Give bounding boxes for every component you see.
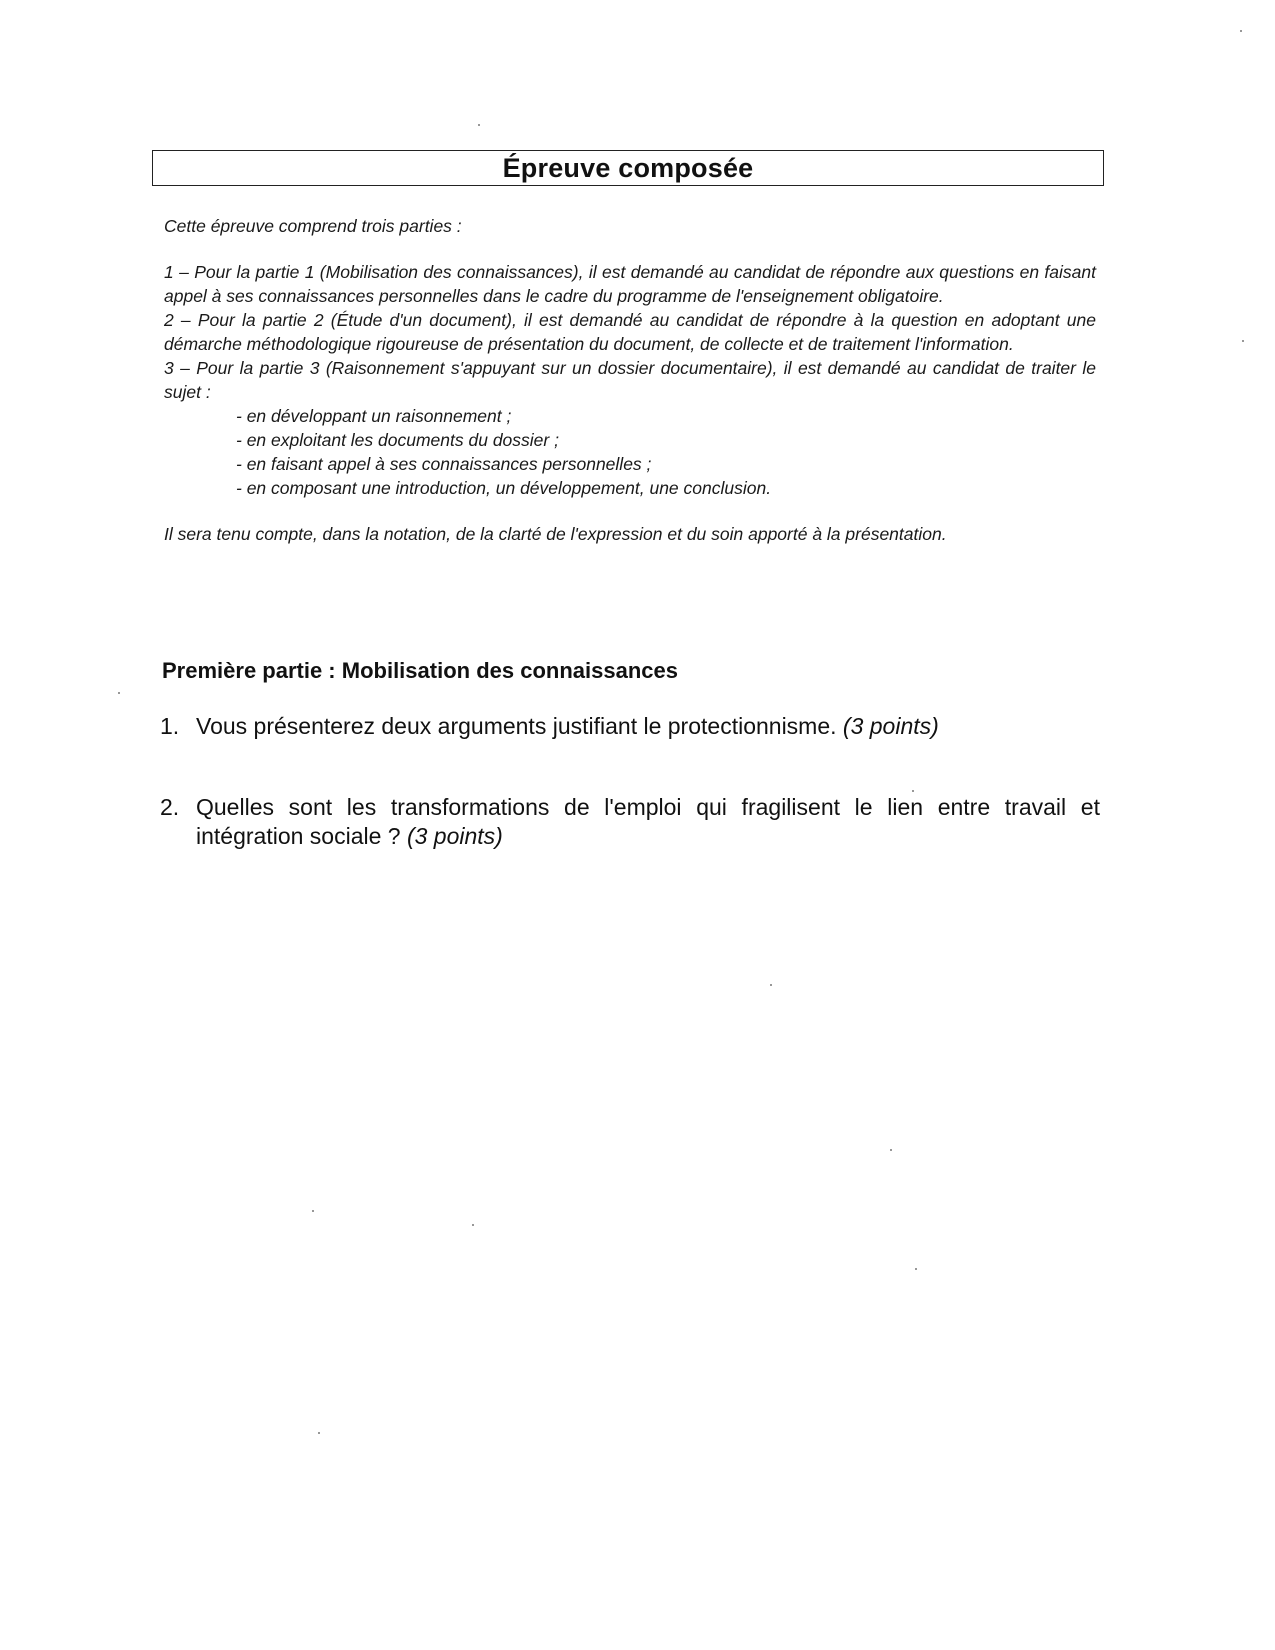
instructions-note: Il sera tenu compte, dans la notation, de la clarté de l'expression et du soin apporté à la présentation. — [164, 524, 947, 544]
instruction-part-3: 3 – Pour la partie 3 (Raisonnement s'appuyant sur un dossier documentaire), il est demandé au candidat de traiter le sujet : — [164, 358, 1096, 402]
instruction-bullet: - en composant une introduction, un développement, une conclusion. — [236, 478, 772, 498]
scan-speck — [1240, 30, 1242, 32]
scan-speck — [472, 1224, 474, 1226]
scan-speck — [770, 984, 772, 986]
question-text: Quelles sont les transformations de l'emploi qui fragilisent le lien entre travail et intégration sociale ? — [196, 794, 1100, 849]
question-text-wrapper — [196, 793, 1100, 851]
title-box — [152, 150, 1104, 186]
scan-speck — [912, 790, 914, 792]
question-item — [160, 712, 1100, 741]
instruction-bullet: - en exploitant les documents du dossier ; — [236, 430, 559, 450]
instruction-bullet-list — [164, 404, 1096, 500]
scan-speck — [118, 692, 120, 694]
question-number: 2. — [160, 794, 180, 820]
question-text: Vous présenterez deux arguments justifiant le protectionnisme. — [196, 713, 837, 739]
question-number: 1. — [160, 713, 180, 739]
page-title: Épreuve composée — [502, 153, 754, 183]
scan-speck — [478, 124, 480, 126]
scan-speck — [890, 1149, 892, 1151]
instruction-bullet: - en faisant appel à ses connaissances personnelles ; — [236, 454, 652, 474]
scan-speck — [312, 1210, 314, 1212]
question-points: (3 points) — [842, 713, 939, 739]
instruction-bullet: - en développant un raisonnement ; — [236, 406, 512, 426]
question-list — [160, 712, 1100, 851]
question-item — [160, 793, 1100, 851]
scan-speck — [915, 1268, 917, 1270]
section-title: Première partie : Mobilisation des connaissances — [162, 658, 678, 683]
question-points: (3 points) — [406, 823, 503, 849]
scan-speck — [318, 1432, 320, 1434]
instructions-block — [164, 214, 1096, 546]
scan-speck — [1242, 340, 1244, 342]
instruction-part-1: 1 – Pour la partie 1 (Mobilisation des connaissances), il est demandé au candidat de répondre aux questions en faisant appel à ses connaissances personnelles dans le cadre du programme de l'enseignement obligatoire. — [164, 262, 1096, 306]
instruction-part-2: 2 – Pour la partie 2 (Étude d'un document), il est demandé au candidat de répondre à la question en adoptant une démarche méthodologique rigoureuse de présentation du document, de collecte et de traitement l'information. — [164, 310, 1096, 354]
instructions-intro: Cette épreuve comprend trois parties : — [164, 216, 462, 236]
question-text-wrapper — [196, 712, 1100, 741]
